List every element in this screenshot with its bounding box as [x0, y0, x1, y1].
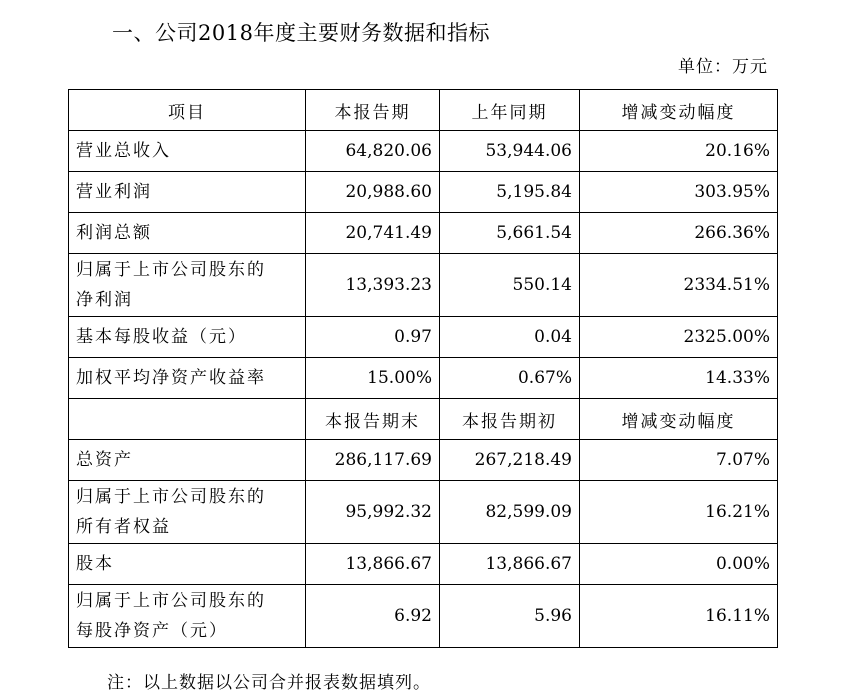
table-subheader-row — [69, 399, 778, 440]
row-label: 利润总额 — [69, 213, 306, 254]
value-change: 20.16% — [580, 131, 778, 172]
financial-data-table — [68, 89, 778, 648]
value-period-end: 6.92 — [306, 585, 440, 648]
subheader-empty-cell — [69, 399, 306, 440]
table-row — [69, 317, 778, 358]
table-row — [69, 254, 778, 317]
row-label: 加权平均净资产收益率 — [69, 358, 306, 399]
value-change: 0.00% — [580, 544, 778, 585]
value-change: 16.21% — [580, 481, 778, 544]
value-prior: 0.04 — [440, 317, 580, 358]
value-change: 7.07% — [580, 440, 778, 481]
table-row — [69, 131, 778, 172]
row-label: 股本 — [69, 544, 306, 585]
value-prior: 5,661.54 — [440, 213, 580, 254]
table-row — [69, 544, 778, 585]
value-current: 0.97 — [306, 317, 440, 358]
value-change: 266.36% — [580, 213, 778, 254]
value-current: 64,820.06 — [306, 131, 440, 172]
row-label-line2: 净利润 — [76, 290, 133, 310]
row-label — [69, 585, 306, 648]
row-label: 基本每股收益（元） — [69, 317, 306, 358]
row-label-line1: 归属于上市公司股东的 — [76, 487, 266, 507]
value-current: 13,393.23 — [306, 254, 440, 317]
table-row — [69, 172, 778, 213]
table-row — [69, 481, 778, 544]
header-current-period: 本报告期 — [306, 90, 440, 131]
value-period-start: 267,218.49 — [440, 440, 580, 481]
header-period-start: 本报告期初 — [440, 399, 580, 440]
value-period-start: 13,866.67 — [440, 544, 580, 585]
value-change: 303.95% — [580, 172, 778, 213]
row-label: 总资产 — [69, 440, 306, 481]
value-prior: 550.14 — [440, 254, 580, 317]
table-row — [69, 585, 778, 648]
header-change-rate-2: 增减变动幅度 — [580, 399, 778, 440]
row-label-line2: 所有者权益 — [76, 517, 171, 537]
header-period-end: 本报告期末 — [306, 399, 440, 440]
value-period-end: 13,866.67 — [306, 544, 440, 585]
value-current: 20,741.49 — [306, 213, 440, 254]
row-label-line1: 归属于上市公司股东的 — [76, 260, 266, 280]
section-title: 一、公司2018年度主要财务数据和指标 — [112, 21, 490, 45]
table-header-row — [69, 90, 778, 131]
value-prior: 53,944.06 — [440, 131, 580, 172]
row-label-line2: 每股净资产（元） — [76, 621, 228, 641]
header-change-rate: 增减变动幅度 — [580, 90, 778, 131]
value-current: 20,988.60 — [306, 172, 440, 213]
value-change: 14.33% — [580, 358, 778, 399]
value-period-start: 82,599.09 — [440, 481, 580, 544]
header-item: 项目 — [69, 90, 306, 131]
value-change: 16.11% — [580, 585, 778, 648]
row-label — [69, 254, 306, 317]
table-row — [69, 358, 778, 399]
value-prior: 0.67% — [440, 358, 580, 399]
row-label: 营业总收入 — [69, 131, 306, 172]
row-label — [69, 481, 306, 544]
table-row — [69, 440, 778, 481]
value-prior: 5,195.84 — [440, 172, 580, 213]
value-period-end: 95,992.32 — [306, 481, 440, 544]
row-label: 营业利润 — [69, 172, 306, 213]
value-period-start: 5.96 — [440, 585, 580, 648]
value-current: 15.00% — [306, 358, 440, 399]
value-change: 2334.51% — [580, 254, 778, 317]
unit-label: 单位：万元 — [678, 57, 768, 77]
header-prior-period: 上年同期 — [440, 90, 580, 131]
value-change: 2325.00% — [580, 317, 778, 358]
table-row — [69, 213, 778, 254]
value-period-end: 286,117.69 — [306, 440, 440, 481]
row-label-line1: 归属于上市公司股东的 — [76, 591, 266, 611]
footnote: 注：以上数据以公司合并报表数据填列。 — [107, 673, 431, 693]
